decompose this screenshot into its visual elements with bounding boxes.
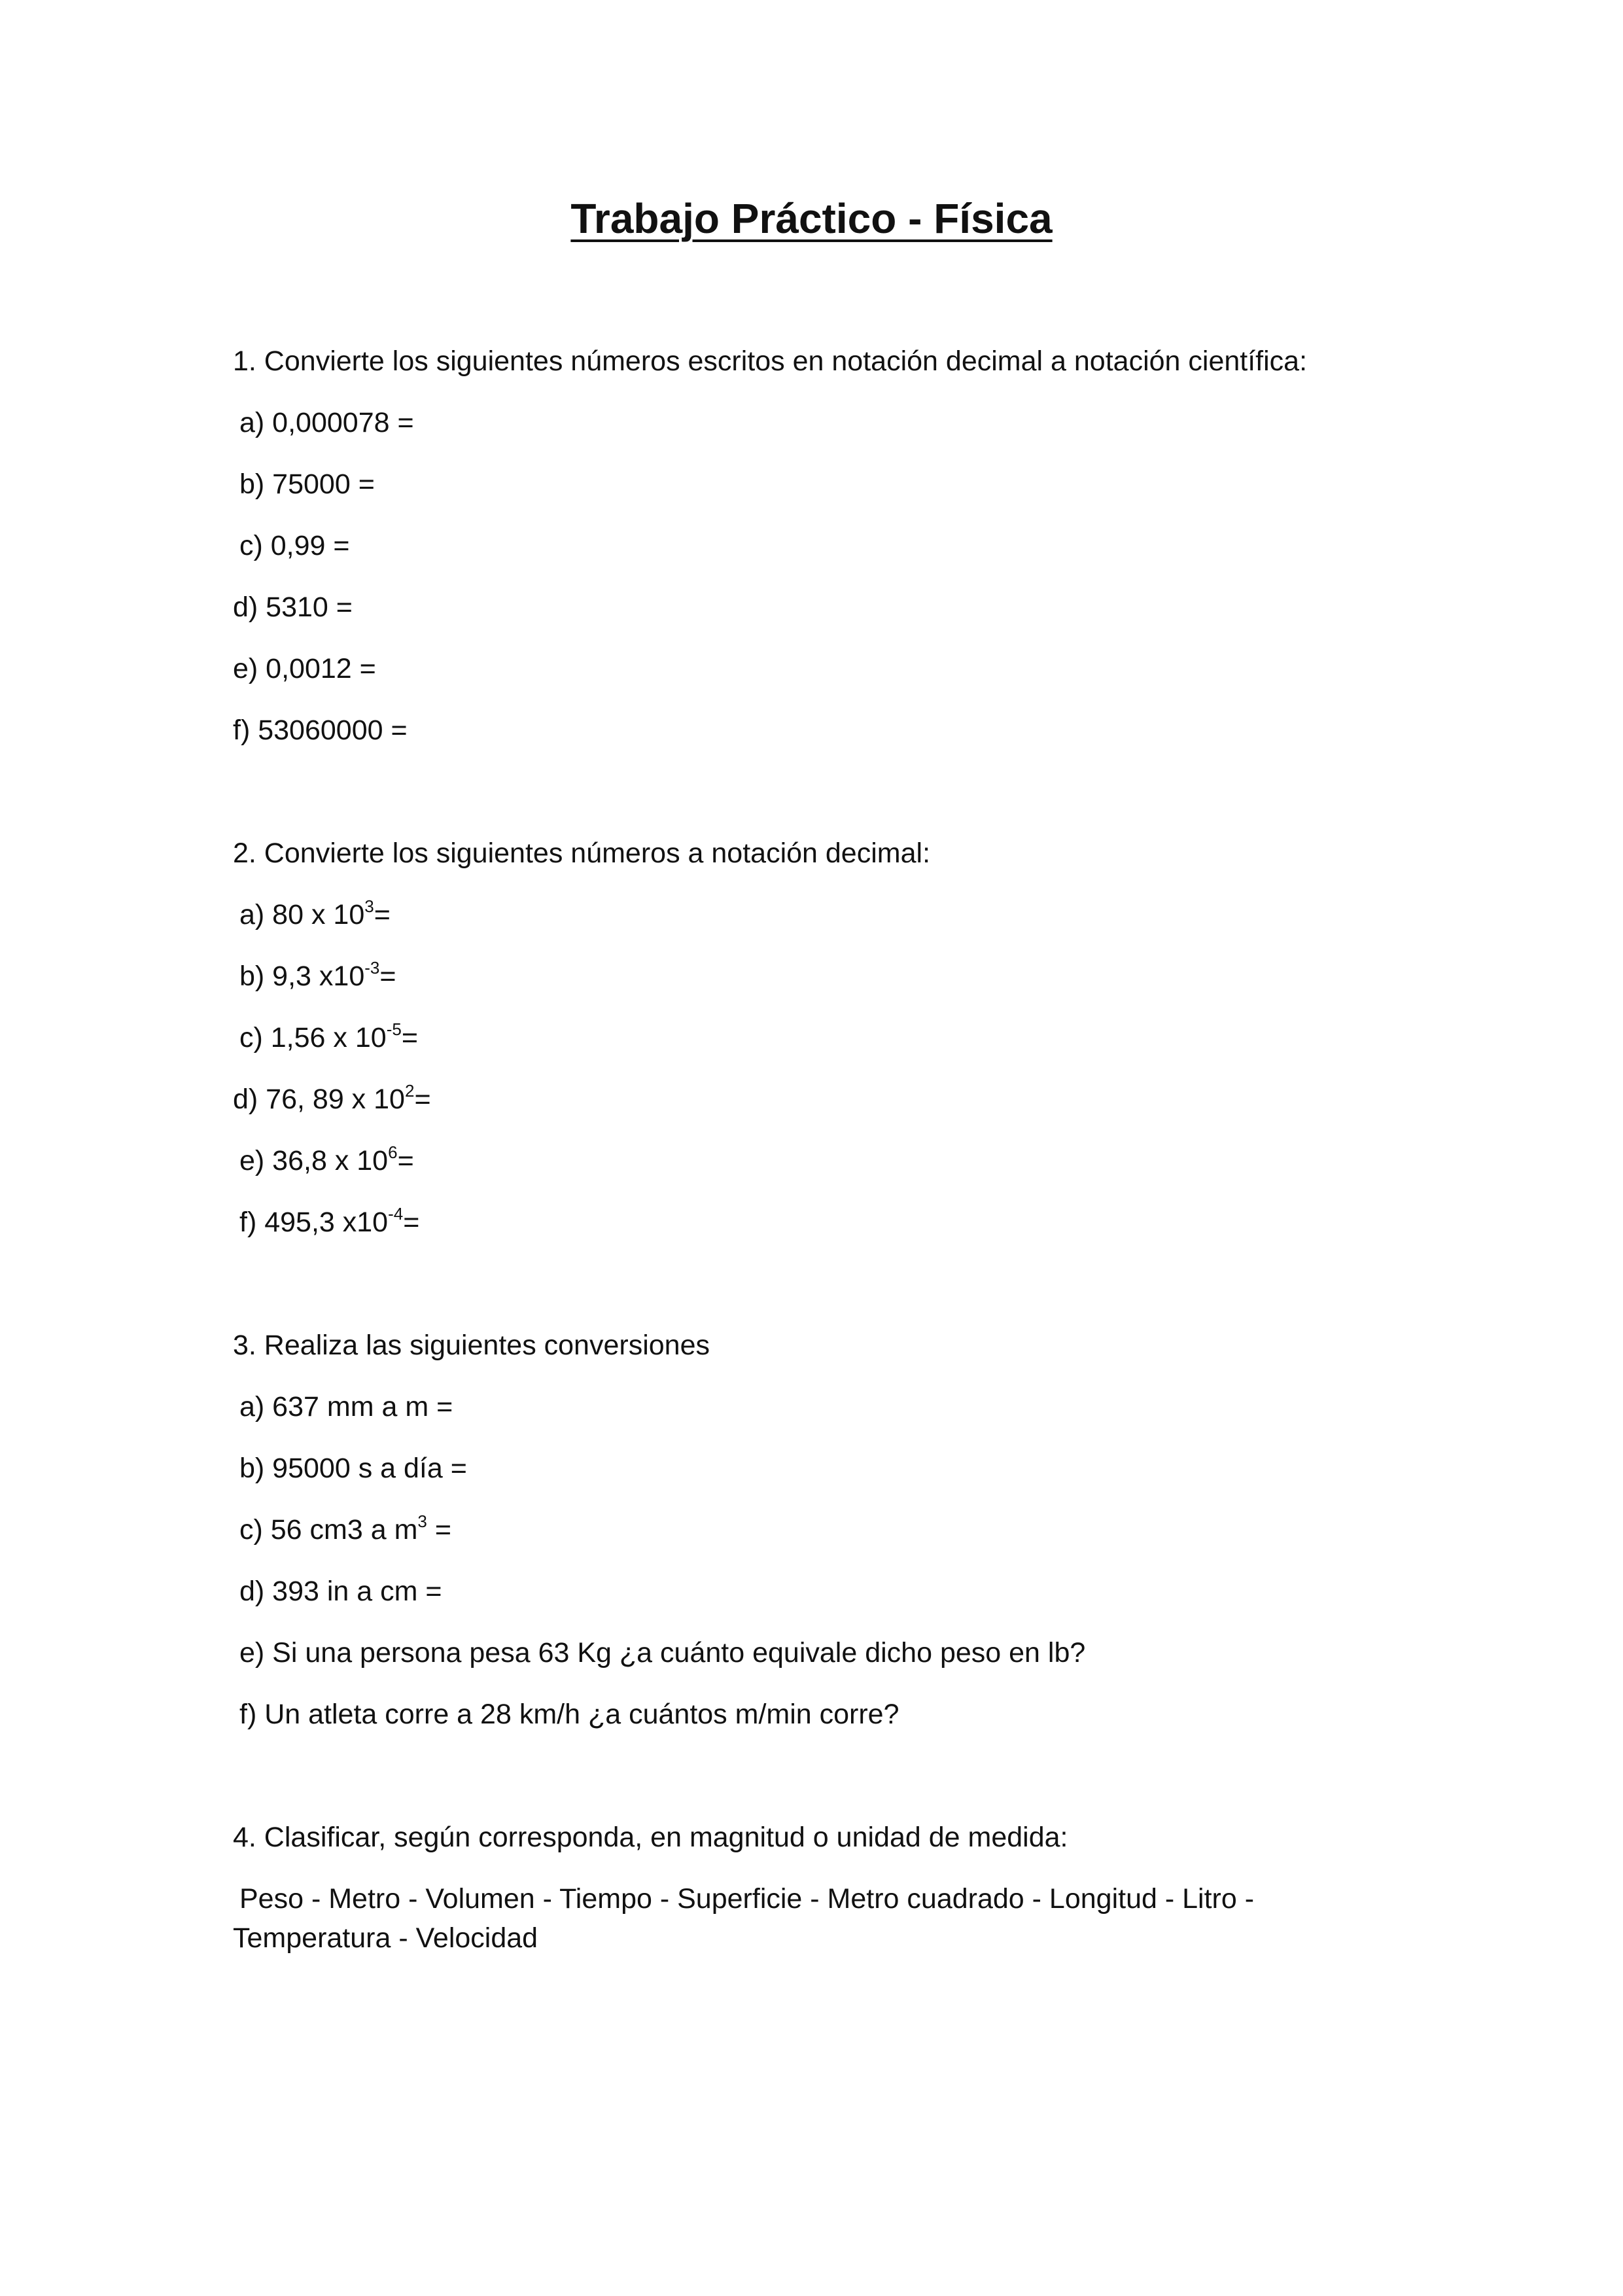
section-2-item-f	[239, 1204, 419, 1241]
section-3-item-e: e) Si una persona pesa 63 Kg ¿a cuánto equivale dicho peso en lb?	[239, 1637, 1086, 1669]
item-base: c) 1,56 x 10	[239, 1022, 387, 1053]
item-exponent: 3	[364, 896, 374, 916]
section-3-item-a: a) 637 mm a m =	[239, 1391, 453, 1422]
section-1-item-d: d) 5310 =	[233, 592, 353, 623]
section-1-heading: 1. Convierte los siguientes números escritos en notación decimal a notación científica:	[233, 345, 1308, 377]
section-2-item-e	[239, 1142, 414, 1179]
section-3-heading: 3. Realiza las siguientes conversiones	[233, 1330, 710, 1361]
item-base: a) 80 x 10	[239, 899, 365, 930]
page-title	[0, 194, 1623, 244]
section-2-item-c	[239, 1019, 418, 1056]
section-1-item-a: a) 0,000078 =	[239, 407, 414, 438]
item-base: d) 76, 89 x 10	[233, 1084, 405, 1115]
section-3-item-f: f) Un atleta corre a 28 km/h ¿a cuántos m/min corre?	[239, 1699, 899, 1730]
item-base: f) 495,3 x10	[239, 1207, 389, 1238]
item-exponent: -5	[386, 1019, 402, 1039]
section-3-item-d: d) 393 in a cm =	[239, 1576, 442, 1607]
item-exponent: 2	[404, 1081, 415, 1101]
item-tail: =	[374, 899, 391, 930]
section-1-item-f: f) 53060000 =	[233, 715, 408, 746]
section-2-heading: 2. Convierte los siguientes números a notación decimal:	[233, 838, 931, 869]
section-1-item-c: c) 0,99 =	[239, 530, 350, 561]
section-3-item-c	[239, 1511, 451, 1548]
section-1-item-e: e) 0,0012 =	[233, 653, 376, 684]
item-tail: =	[379, 961, 396, 992]
item-exponent: -4	[388, 1204, 404, 1224]
item-tail: =	[397, 1145, 414, 1176]
section-2-item-d	[233, 1081, 431, 1118]
title-text: Trabajo Práctico - Física	[570, 195, 1053, 242]
item-base: c) 56 cm3 a m	[239, 1514, 418, 1545]
item-tail: =	[414, 1084, 431, 1115]
section-4-heading: 4. Clasificar, según corresponda, en magnitud o unidad de medida:	[233, 1822, 1068, 1853]
item-exponent: -3	[364, 958, 380, 978]
section-2-item-b	[239, 958, 396, 995]
item-tail: =	[401, 1022, 418, 1053]
section-3-item-b: b) 95000 s a día =	[239, 1453, 467, 1484]
section-4-terms: Peso - Metro - Volumen - Tiempo - Superficie - Metro cuadrado - Longitud - Litro - Temperatura - Velocidad	[233, 1883, 1255, 1954]
section-2-item-a	[239, 896, 391, 933]
item-tail: =	[403, 1207, 420, 1238]
section-1-item-b: b) 75000 =	[239, 468, 375, 500]
item-exponent: 6	[388, 1142, 398, 1162]
item-base: b) 9,3 x10	[239, 961, 365, 992]
item-base: e) 36,8 x 10	[239, 1145, 389, 1176]
item-exponent: 3	[417, 1511, 427, 1531]
item-tail: =	[427, 1514, 451, 1545]
